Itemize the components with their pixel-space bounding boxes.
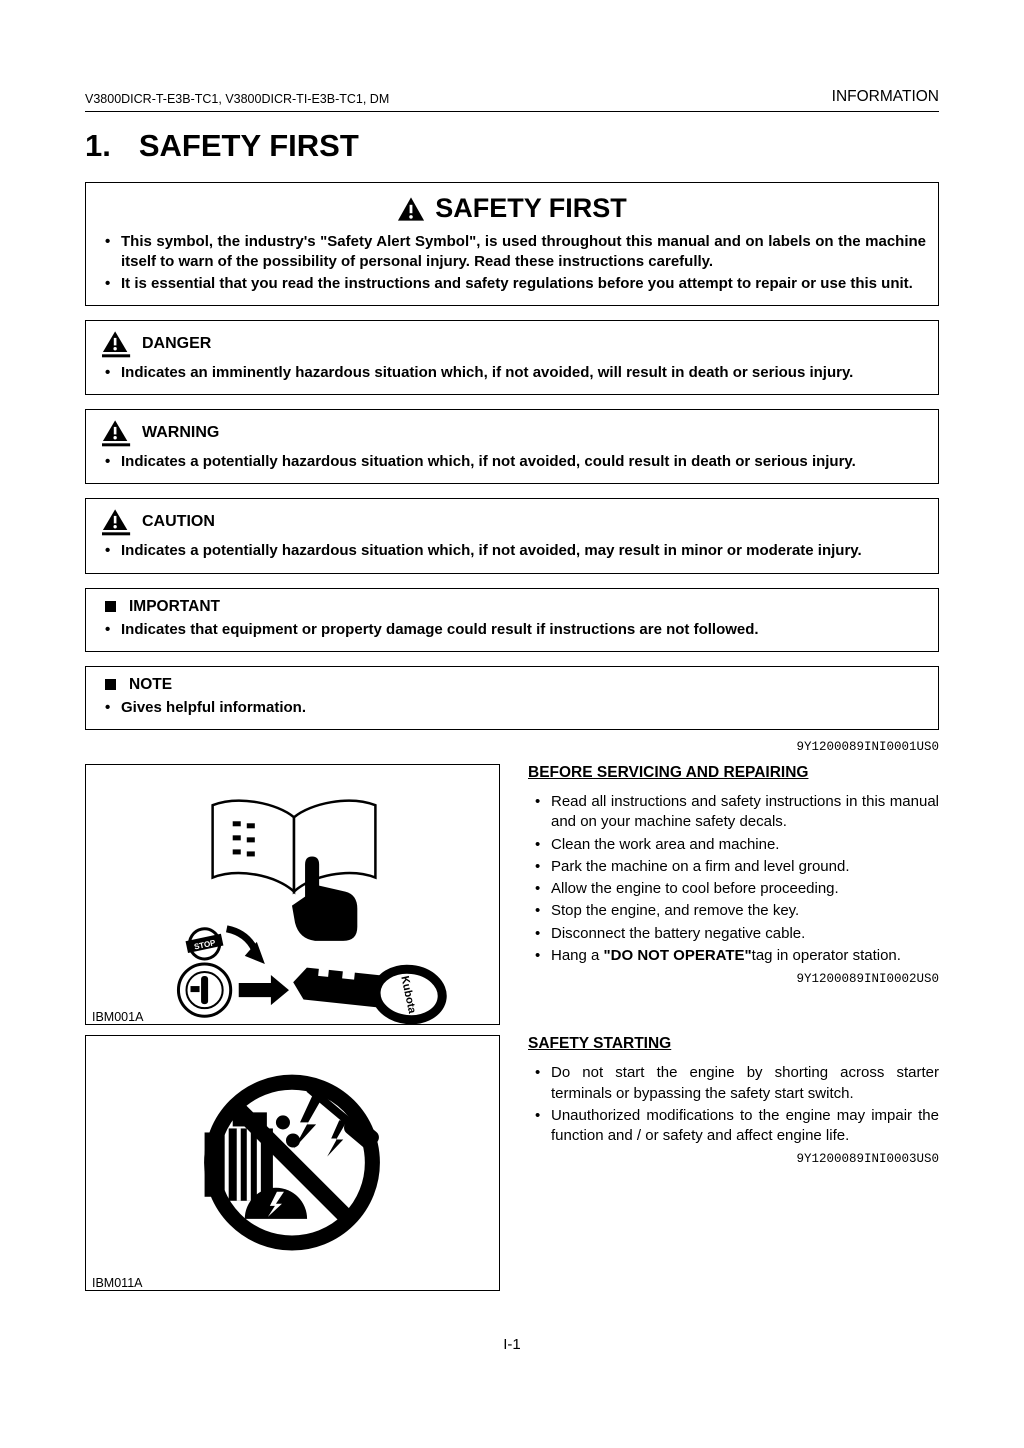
bullet-item: • Do not start the engine by shorting across starter terminals or bypassing the safety start switch. xyxy=(528,1063,939,1104)
before-servicing-bullets xyxy=(528,792,939,966)
ignition-switch-graphic xyxy=(178,964,230,1016)
header-section-name: INFORMATION xyxy=(831,88,939,105)
no-shorting-starter-illustration xyxy=(86,1036,499,1290)
bullet-item: • Clean the work area and machine. xyxy=(528,835,939,855)
bullet-item: • It is essential that you read the instructions and safety regulations before you attempt to repair or use this unit. xyxy=(98,274,926,294)
bullet-item: • Park the machine on a firm and level ground. xyxy=(528,857,939,877)
content-row-2 xyxy=(85,1035,939,1291)
black-square-icon xyxy=(105,679,116,690)
section-heading: BEFORE SERVICING AND REPAIRING xyxy=(528,764,809,781)
bullet-item: • Indicates a potentially hazardous situation which, if not avoided, may result in minor or moderate injury. xyxy=(98,541,926,561)
bullet-item: • Disconnect the battery negative cable. xyxy=(528,924,939,944)
svg-text:STOP: STOP xyxy=(193,938,217,952)
bullet-item: • Gives helpful information. xyxy=(98,698,926,718)
bullet-item: • Unauthorized modifications to the engine may impair the function and / or safety and affect engine life. xyxy=(528,1106,939,1147)
manual-page xyxy=(85,0,939,1291)
bullet-item: • Stop the engine, and remove the key. xyxy=(528,901,939,921)
reference-code: 9Y1200089INI0003US0 xyxy=(796,1152,939,1167)
page-header xyxy=(85,88,939,112)
safety-first-bullets xyxy=(98,232,926,294)
safety-first-title: SAFETY FIRST xyxy=(435,193,627,223)
hang-suffix: tag in operator station. xyxy=(751,946,901,964)
before-servicing-section xyxy=(528,764,939,986)
warning-label: WARNING xyxy=(142,424,220,441)
important-heading xyxy=(98,598,926,616)
note-label: NOTE xyxy=(129,675,173,693)
manual-and-key-illustration xyxy=(86,765,499,1024)
danger-bullets xyxy=(98,363,926,383)
black-square-icon xyxy=(105,601,116,612)
danger-label: DANGER xyxy=(142,334,212,352)
safety-starting-bullets xyxy=(528,1063,939,1146)
spark-graphic xyxy=(294,1097,323,1149)
caution-bullets xyxy=(98,541,926,561)
stop-badge-graphic xyxy=(184,925,226,962)
spark-graphic xyxy=(327,1121,347,1157)
bullet-item: • Read all instructions and safety instructions in this manual and on your machine safety decals. xyxy=(528,792,939,833)
hang-prefix: Hang a xyxy=(551,946,604,964)
key-graphic xyxy=(291,957,445,1023)
page-title xyxy=(85,128,939,164)
bullet-item xyxy=(528,946,939,966)
warning-bullets xyxy=(98,452,926,472)
bullet-item: • Indicates that equipment or property damage could result if instructions are not followed. xyxy=(98,620,926,640)
figure-label: IBM011A xyxy=(89,1276,146,1290)
important-box xyxy=(85,588,939,652)
content-row-1 xyxy=(85,764,939,1025)
danger-heading xyxy=(98,330,926,358)
note-bullets xyxy=(98,698,926,718)
safety-alert-icon xyxy=(102,330,132,358)
bullet-item: • Indicates an imminently hazardous situation which, if not avoided, will result in death or serious injury. xyxy=(98,363,926,383)
page-number: I-1 xyxy=(503,1336,521,1353)
safety-alert-icon xyxy=(102,419,132,447)
arrow-graphic xyxy=(239,975,289,1005)
figure-label: IBM001A xyxy=(89,1010,146,1024)
curved-arrow-graphic xyxy=(227,929,265,964)
figure-ibm001a xyxy=(85,764,500,1025)
section-heading: SAFETY STARTING xyxy=(528,1035,672,1053)
warning-box xyxy=(85,409,939,484)
safety-alert-icon xyxy=(102,508,132,536)
bullet-item: • This symbol, the industry's "Safety Alert Symbol", is used throughout this manual and on labels on the machine itself to warn of the possibility of personal injury. Read these instructions carefully. xyxy=(98,232,926,273)
note-box xyxy=(85,666,939,730)
bullet-item: • Allow the engine to cool before proceeding. xyxy=(528,879,939,899)
caution-heading xyxy=(98,508,926,536)
note-heading xyxy=(98,676,926,694)
header-model-codes: V3800DICR-T-E3B-TC1, V3800DICR-TI-E3B-TC1, DM xyxy=(85,92,390,106)
svg-text:Kubota: Kubota xyxy=(398,974,418,1015)
important-bullets xyxy=(98,620,926,640)
caution-box xyxy=(85,498,939,573)
danger-box xyxy=(85,320,939,395)
important-label: IMPORTANT xyxy=(129,597,220,615)
caution-label: CAUTION xyxy=(142,513,215,531)
do-not-operate-emphasis: "DO NOT OPERATE" xyxy=(603,946,752,964)
figure-ibm011a xyxy=(85,1035,500,1291)
chapter-number: 1. xyxy=(85,128,111,163)
reference-code: 9Y1200089INI0001US0 xyxy=(796,740,939,754)
bullet-item: • Indicates a potentially hazardous situation which, if not avoided, could result in death or serious injury. xyxy=(98,452,926,472)
safety-alert-icon xyxy=(397,196,425,222)
chapter-title: SAFETY FIRST xyxy=(138,128,359,163)
safety-starting-section xyxy=(528,1035,939,1166)
safety-first-box xyxy=(85,182,939,306)
manual-book-graphic xyxy=(213,801,376,892)
reference-code: 9Y1200089INI0002US0 xyxy=(796,972,939,986)
safety-first-heading xyxy=(98,193,926,224)
warning-heading xyxy=(98,419,926,447)
